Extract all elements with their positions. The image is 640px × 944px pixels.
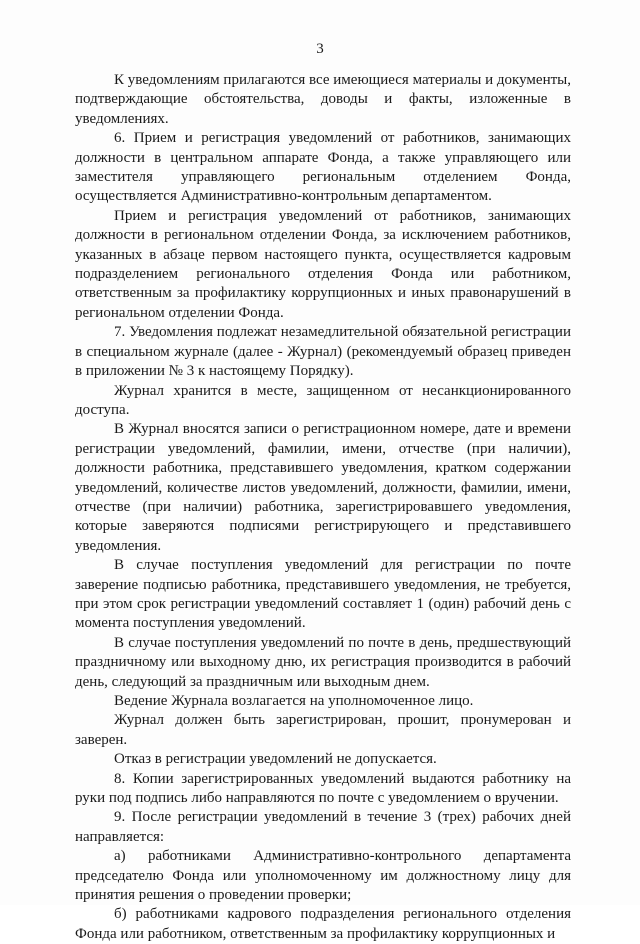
paragraph-no-refusal: Отказ в регистрации уведомлений не допускается. — [114, 751, 437, 768]
paragraph-journal-entries: В Журнал вносятся записи о регистрационном номере, дате и времени регистрации уведомлений, фамилии, имени, отчестве (при наличии), должности работника, представившего уведомления, кратком содержании уведомлений, количестве листов уведомлений, должности, фамилии, имени, отчестве (при наличии) работника, зарегистрировавшего уведомления, которые заверяются подписями регистрирующего и представившего уведомления. — [75, 421, 571, 554]
paragraph-8-copies: 8. Копии зарегистрированных уведомлений выдаются работнику на руки под подпись либо направляются по почте с уведомлением о вручении. — [75, 770, 571, 807]
paragraph-7-registration: 7. Уведомления подлежат незамедлительной обязательной регистрации в специальном журнале (далее - Журнал) (рекомендуемый образец приведен в приложении № 3 к настоящему Порядку). — [75, 324, 571, 380]
paragraph-6-central-office: 6. Прием и регистрация уведомлений от работников, занимающих должности в центральном аппарате Фонда, а также управляющего или заместителя управляющего региональным отделением Фонда, осуществляется Административно-контрольным департаментом. — [75, 130, 571, 205]
paragraph-holiday-registration: В случае поступления уведомлений по почте в день, предшествующий праздничному или выходному дню, их регистрация производится в рабочий день, следующий за праздничным или выходным днем. — [75, 634, 571, 690]
list-item-b: б) работниками кадрового подразделения регионального отделения Фонда или работником, ответственным за профилактику коррупционных и — [75, 906, 571, 942]
paragraph-9-forwarding: 9. После регистрации уведомлений в течение 3 (трех) рабочих дней направляется: — [75, 809, 571, 845]
paragraph-mail-registration: В случае поступления уведомлений для регистрации по почте заверение подписью работника, представившего уведомления, не требуется, при этом срок регистрации уведомлений составляет 1 (один) рабочий день с момента поступления уведомлений. — [75, 557, 571, 632]
paragraph-journal-binding: Журнал должен быть зарегистрирован, прошит, пронумерован и заверен. — [75, 712, 571, 748]
list-item-a: а) работниками Административно-контрольного департамента председателю Фонда или уполномоченному им должностному лицу для принятия решения о проведении проверки; — [75, 848, 571, 904]
paragraph-6-regional-office: Прием и регистрация уведомлений от работников, занимающих должности в региональном отделении Фонда, за исключением работников, указанных в абзаце первом настоящего пункта, осуществляется кадровым подразделением регионального отделения Фонда или работником, ответственным за профилактику коррупционных и иных правонарушений в региональном отделении Фонда. — [75, 207, 571, 321]
paragraph-attachments: К уведомлениям прилагаются все имеющиеся материалы и документы, подтверждающие обстоятельства, доводы и факты, изложенные в уведомлениях. — [75, 72, 571, 127]
paragraph-journal-keeper: Ведение Журнала возлагается на уполномоченное лицо. — [114, 693, 474, 709]
page-number: 3 — [316, 41, 324, 57]
paragraph-journal-storage: Журнал хранится в месте, защищенном от несанкционированного доступа. — [75, 382, 571, 418]
document-body — [75, 71, 571, 944]
